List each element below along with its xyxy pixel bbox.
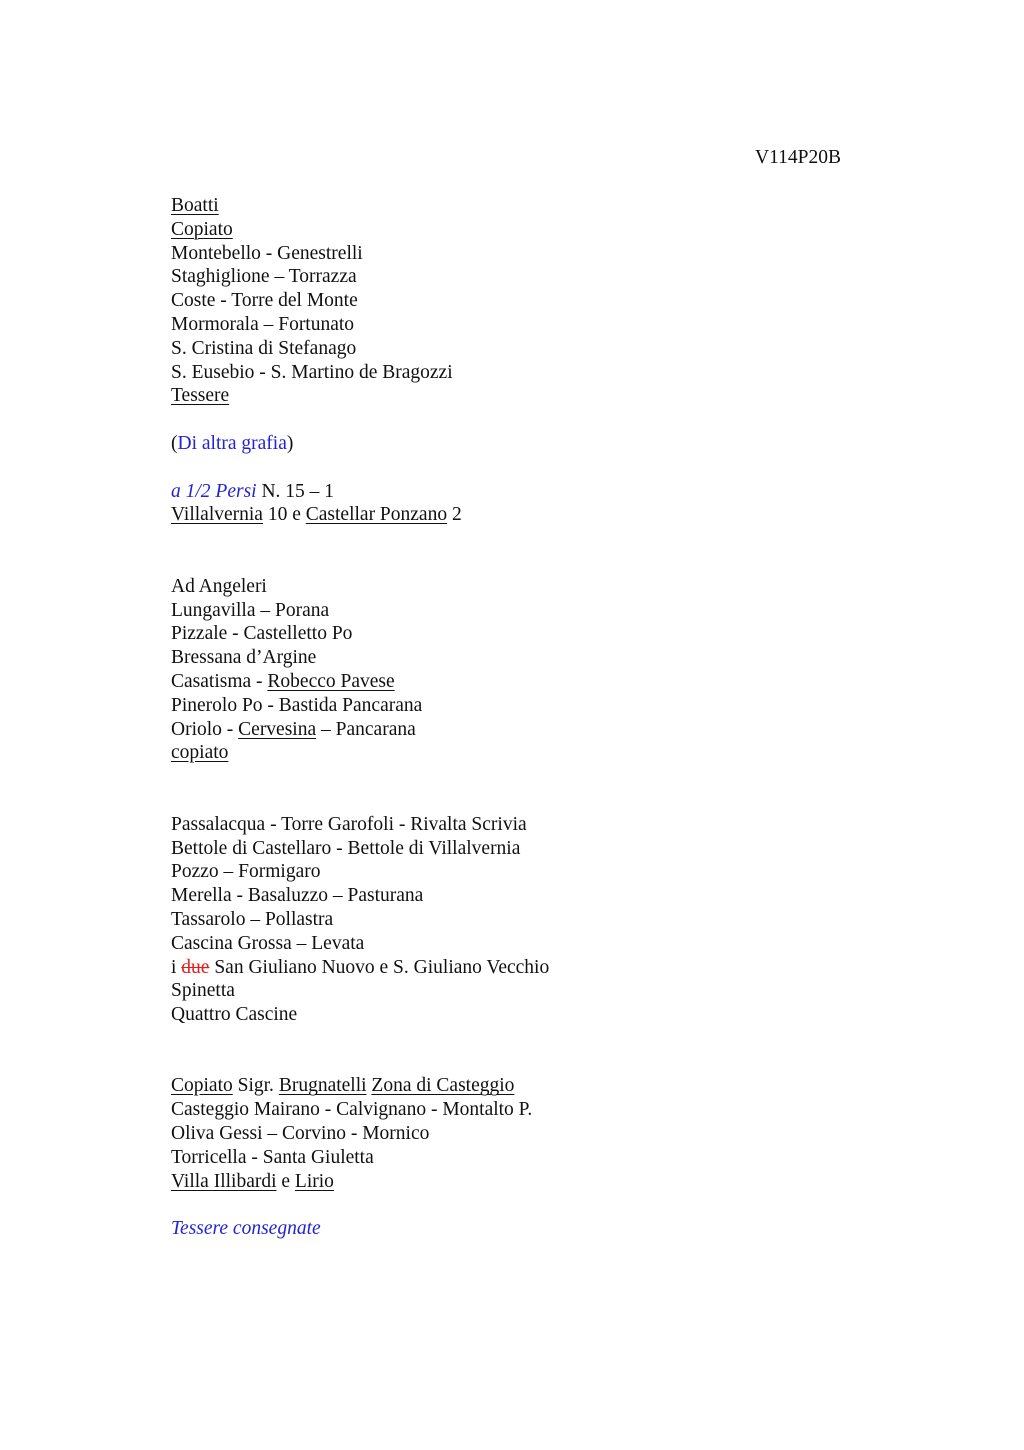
copied-label: Copiato: [171, 1075, 233, 1097]
place-line: S. Eusebio - S. Martino de Bragozzi: [171, 361, 453, 383]
persi-value: N. 15 – 1: [256, 480, 335, 502]
section-title-angeleri: Ad Angeleri: [171, 575, 267, 597]
place-line: Torricella - Santa Giuletta: [171, 1146, 374, 1168]
persi-count-1: 10 e: [262, 504, 306, 526]
place-line: Bressana d’Argine: [171, 647, 317, 669]
place-line: Pinerolo Po - Bastida Pancarana: [171, 694, 423, 716]
copied-note: [171, 218, 871, 242]
place-line: Casteggio Mairano - Calvignano - Montalto P.: [171, 1099, 533, 1121]
place-line: Merella - Basaluzzo – Pasturana: [171, 885, 424, 907]
place-cervesina: Cervesina: [238, 718, 317, 740]
zone-casteggio: Zona di Casteggio: [371, 1075, 515, 1097]
place-line: [171, 670, 871, 694]
article-i: i: [171, 956, 182, 978]
paren-open: (: [171, 432, 178, 454]
tessere-label: Tessere: [171, 385, 230, 407]
section-title-boatti: [171, 194, 871, 218]
persi-line: [171, 480, 871, 504]
place-oriolo: Oriolo -: [171, 718, 239, 740]
copied-label: Copiato: [171, 218, 233, 240]
place-line: Staghiglione – Torrazza: [171, 266, 357, 288]
place-line: Passalacqua - Torre Garofoli - Rivalta Scrivia: [171, 813, 527, 835]
place-line: Spinetta: [171, 980, 235, 1002]
conjunction-e: e: [276, 1170, 295, 1192]
handwriting-note: [171, 432, 871, 456]
place-line: [171, 718, 871, 742]
tessere-note: [171, 384, 871, 408]
copied-label: copiato: [171, 742, 229, 764]
place-san-giuliano: San Giuliano Nuovo e S. Giuliano Vecchio: [209, 956, 550, 978]
place-line: Pozzo – Formigaro: [171, 861, 321, 883]
place-line: Coste - Torre del Monte: [171, 290, 358, 312]
persi-label: a 1/2 Persi: [171, 480, 257, 502]
sigr-label: Sigr.: [232, 1075, 279, 1097]
deleted-word: due: [181, 956, 210, 978]
place-line: Lungavilla – Porana: [171, 599, 330, 621]
closing-note: [171, 1217, 871, 1241]
place-line: Bettole di Castellaro - Bettole di Villalvernia: [171, 837, 521, 859]
place-castellar-ponzano: Castellar Ponzano: [305, 504, 448, 526]
place-line: Pizzale - Castelletto Po: [171, 623, 353, 645]
place-lirio: Lirio: [294, 1170, 334, 1192]
copied-note: [171, 741, 871, 765]
place-villalvernia: Villalvernia: [171, 504, 263, 526]
place-pancarana: – Pancarana: [316, 718, 416, 740]
place-robecco-pavese: Robecco Pavese: [267, 670, 395, 692]
place-line: Quattro Cascine: [171, 1004, 298, 1026]
brugnatelli-name: Brugnatelli: [278, 1075, 367, 1097]
document-code: V114P20B: [755, 147, 841, 168]
paren-close: ): [286, 432, 294, 454]
place-villa-illibardi: Villa Illibardi: [171, 1170, 277, 1192]
place-line: Cascina Grossa – Levata: [171, 932, 365, 954]
document-body: [171, 194, 871, 1241]
section-title-brugnatelli: [171, 1074, 871, 1098]
persi-count-2: 2: [447, 504, 462, 526]
place-line: [171, 1170, 871, 1194]
place-line: S. Cristina di Stefanago: [171, 337, 357, 359]
place-line: Oliva Gessi – Corvino - Mornico: [171, 1123, 430, 1145]
place-line: Montebello - Genestrelli: [171, 242, 363, 264]
place-line: Mormorala – Fortunato: [171, 313, 355, 335]
place-casatisma: Casatisma -: [171, 670, 268, 692]
place-line: Tassarolo – Pollastra: [171, 908, 334, 930]
tessere-consegnate-label: Tessere consegnate: [171, 1218, 321, 1240]
place-line: [171, 956, 871, 980]
boatti-label: Boatti: [171, 195, 219, 216]
other-handwriting-label: Di altra grafia: [177, 432, 287, 454]
persi-detail-line: [171, 503, 871, 527]
